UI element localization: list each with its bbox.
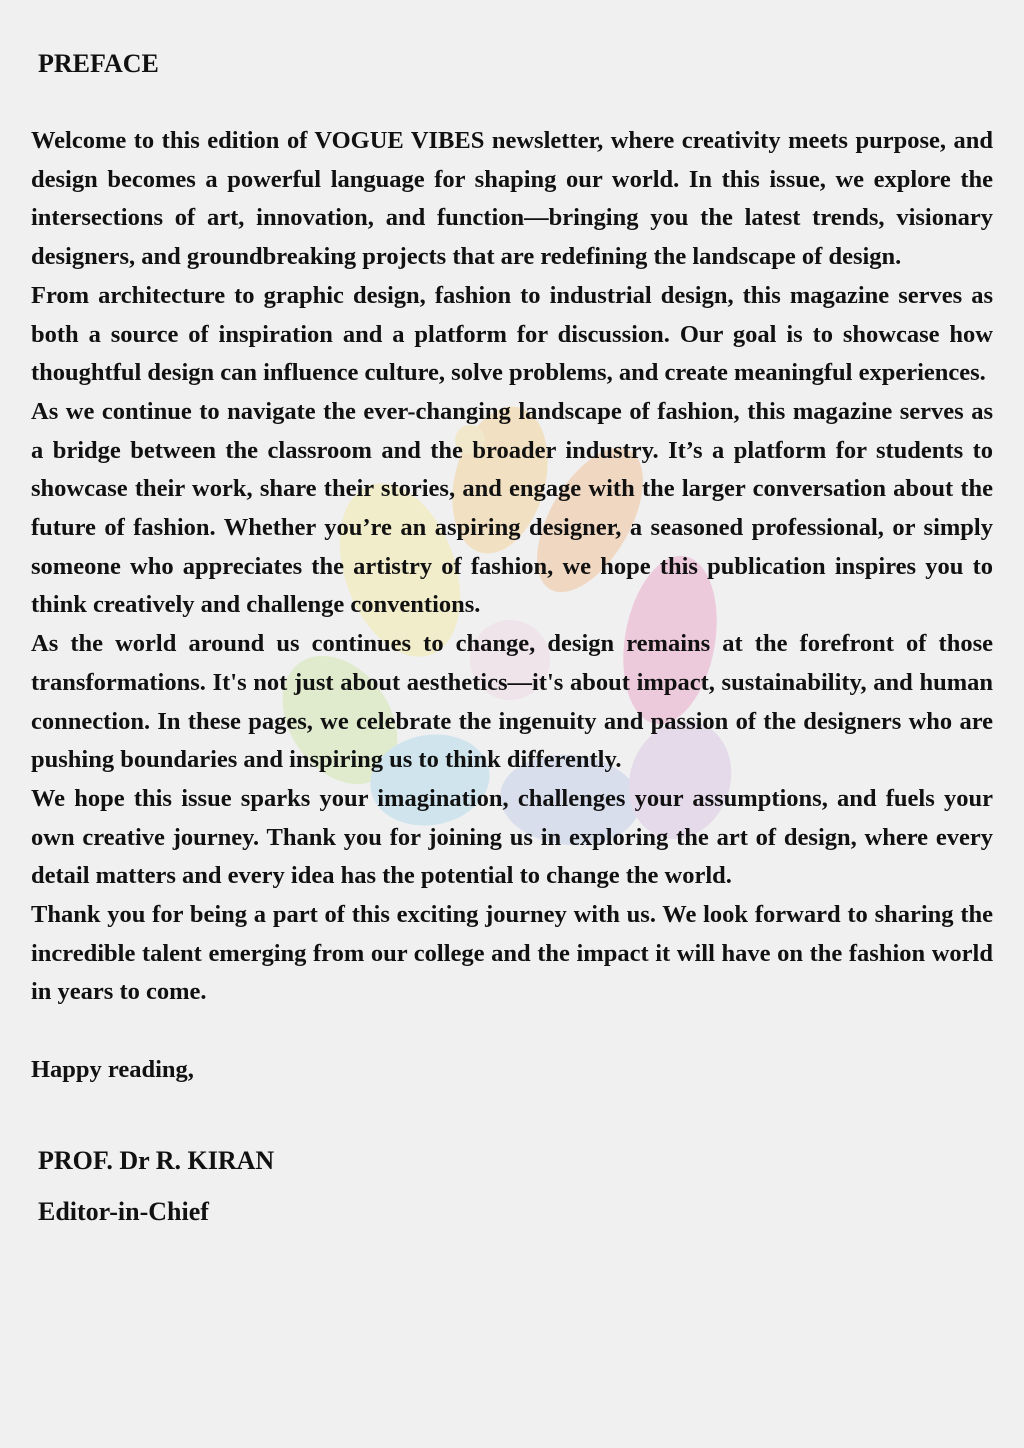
paragraph: We hope this issue sparks your imagination, challenges your assumptions, and fuels your own creative journey. Thank you for joining us in exploring the art of design, where every detail matters and every idea has the potential to change the world.: [31, 784, 993, 890]
preface-body: [31, 122, 993, 1012]
paragraph: As we continue to navigate the ever-changing landscape of fashion, this magazine serves as a bridge between the classroom and the broader industry. It’s a platform for students to showcase their work, share their stories, and engage with the larger conversation about the future of fashion. Whether you’re an aspiring designer, a seasoned professional, or simply someone who appreciates the artistry of fashion, we hope this publication inspires you to think creatively and challenge conventions.: [31, 397, 993, 619]
paragraph: From architecture to graphic design, fashion to industrial design, this magazine serves as both a source of inspiration and a platform for discussion. Our goal is to showcase how thoughtful design can influence culture, solve problems, and create meaningful experiences.: [31, 281, 993, 387]
preface-page: [31, 44, 993, 1237]
signature-block: [38, 1135, 993, 1237]
paragraph: Welcome to this edition of VOGUE VIBES newsletter, where creativity meets purpose, and design becomes a powerful language for shaping our world. In this issue, we explore the intersections of art, innovation, and function—bringing you the latest trends, visionary designers, and groundbreaking projects that are redefining the landscape of design.: [31, 127, 993, 271]
signature-name: PROF. Dr R. KIRAN: [38, 1146, 275, 1176]
closing-line: Happy reading,: [31, 1056, 194, 1084]
paragraph: Thank you for being a part of this exciting journey with us. We look forward to sharing the incredible talent emerging from our college and the impact it will have on the fashion world in years to come.: [31, 901, 993, 1006]
paragraph: As the world around us continues to change, design remains at the forefront of those transformations. It's not just about aesthetics—it's about impact, sustainability, and human connection. In these pages, we celebrate the ingenuity and passion of the designers who are pushing boundaries and inspiring us to think differently.: [31, 630, 993, 774]
page-title: PREFACE: [38, 49, 159, 78]
signature-title: Editor-in-Chief: [38, 1197, 209, 1227]
